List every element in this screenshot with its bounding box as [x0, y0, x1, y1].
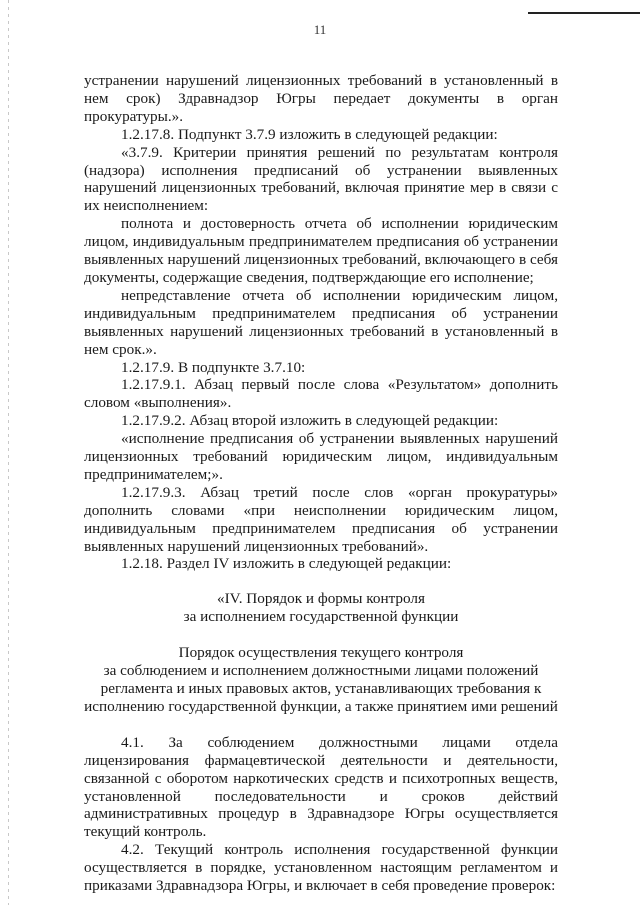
- paragraph: «исполнение предписания об устранении выявленных нарушений лицензионных требований юридическим лицом, индивидуальным предпринимателем;».: [84, 430, 558, 483]
- paragraph: «3.7.9. Критерии принятия решений по результатам контроля (надзора) исполнения предписаний об устранении выявленных нарушений лицензионных требований, включая принятие мер в связи с их неисполнением:: [84, 143, 558, 215]
- paragraph: полнота и достоверность отчета об исполнении юридическим лицом, индивидуальным предпринимателем предписания об устранении выявленных нарушений лицензионных требований, включающего в себя документы, содержащие сведения, подтверждающие его исполнение;: [84, 215, 558, 286]
- scan-edge-marks: [8, 0, 9, 905]
- paragraph: 1.2.17.9.2. Абзац второй изложить в следующей редакции:: [121, 412, 499, 430]
- paragraph: 1.2.17.9. В подпункте 3.7.10:: [121, 358, 306, 376]
- paragraph: 1.2.17.9.3. Абзац третий после слов «орган прокуратуры» дополнить словами «при неисполнении юридическим лицом, индивидуальным предпринимателем предписания об устранении выявленных нарушений лицензионных требований».: [84, 483, 558, 555]
- subheading-line: Порядок осуществления текущего контроля: [178, 644, 464, 662]
- subheading-line: за соблюдением и исполнением должностными лицами положений: [103, 662, 539, 680]
- paragraph: 1.2.17.9.1. Абзац первый после слова «Результатом» дополнить словом «выполнения».: [84, 376, 558, 412]
- paragraph: 1.2.18. Раздел IV изложить в следующей редакции:: [121, 555, 452, 573]
- paragraph: устранении нарушений лицензионных требований в установленный в нем срок) Здравнадзор Югры передает документы в орган прокуратуры.».: [84, 72, 558, 125]
- subheading-line: регламента и иных правовых актов, устанавливающих требования к: [100, 680, 542, 697]
- section-heading-line: за исполнением государственной функции: [183, 608, 459, 626]
- subheading-line: исполнению государственной функции, а также принятием ими решений: [84, 697, 558, 715]
- page-number: 11: [313, 22, 327, 37]
- paragraph: 4.1. За соблюдением должностными лицами отдела лицензирования фармацевтической деятельности и деятельности, связанной с оборотом наркотических средств и психотропных веществ, установленной последовательности и сроков действий административных процедур в Здравнадзоре Югры осуществляется текущий контроль.: [84, 733, 558, 841]
- paragraph: 4.2. Текущий контроль исполнения государственной функции осуществляется в порядке, установленном настоящим регламентом и приказами Здравнадзора Югры, и включает в себя проведение проверок:: [84, 841, 558, 895]
- paragraph: 1.2.17.8. Подпункт 3.7.9 изложить в следующей редакции:: [121, 125, 498, 143]
- section-heading-line: «IV. Порядок и формы контроля: [217, 590, 425, 608]
- top-rule-line: [528, 12, 640, 14]
- document-body: [84, 72, 558, 895]
- paragraph: непредставление отчета об исполнении юридическим лицом, индивидуальным предпринимателем предписания об устранении выявленных нарушений лицензионных требований в установленный в нем срок.».: [84, 286, 558, 358]
